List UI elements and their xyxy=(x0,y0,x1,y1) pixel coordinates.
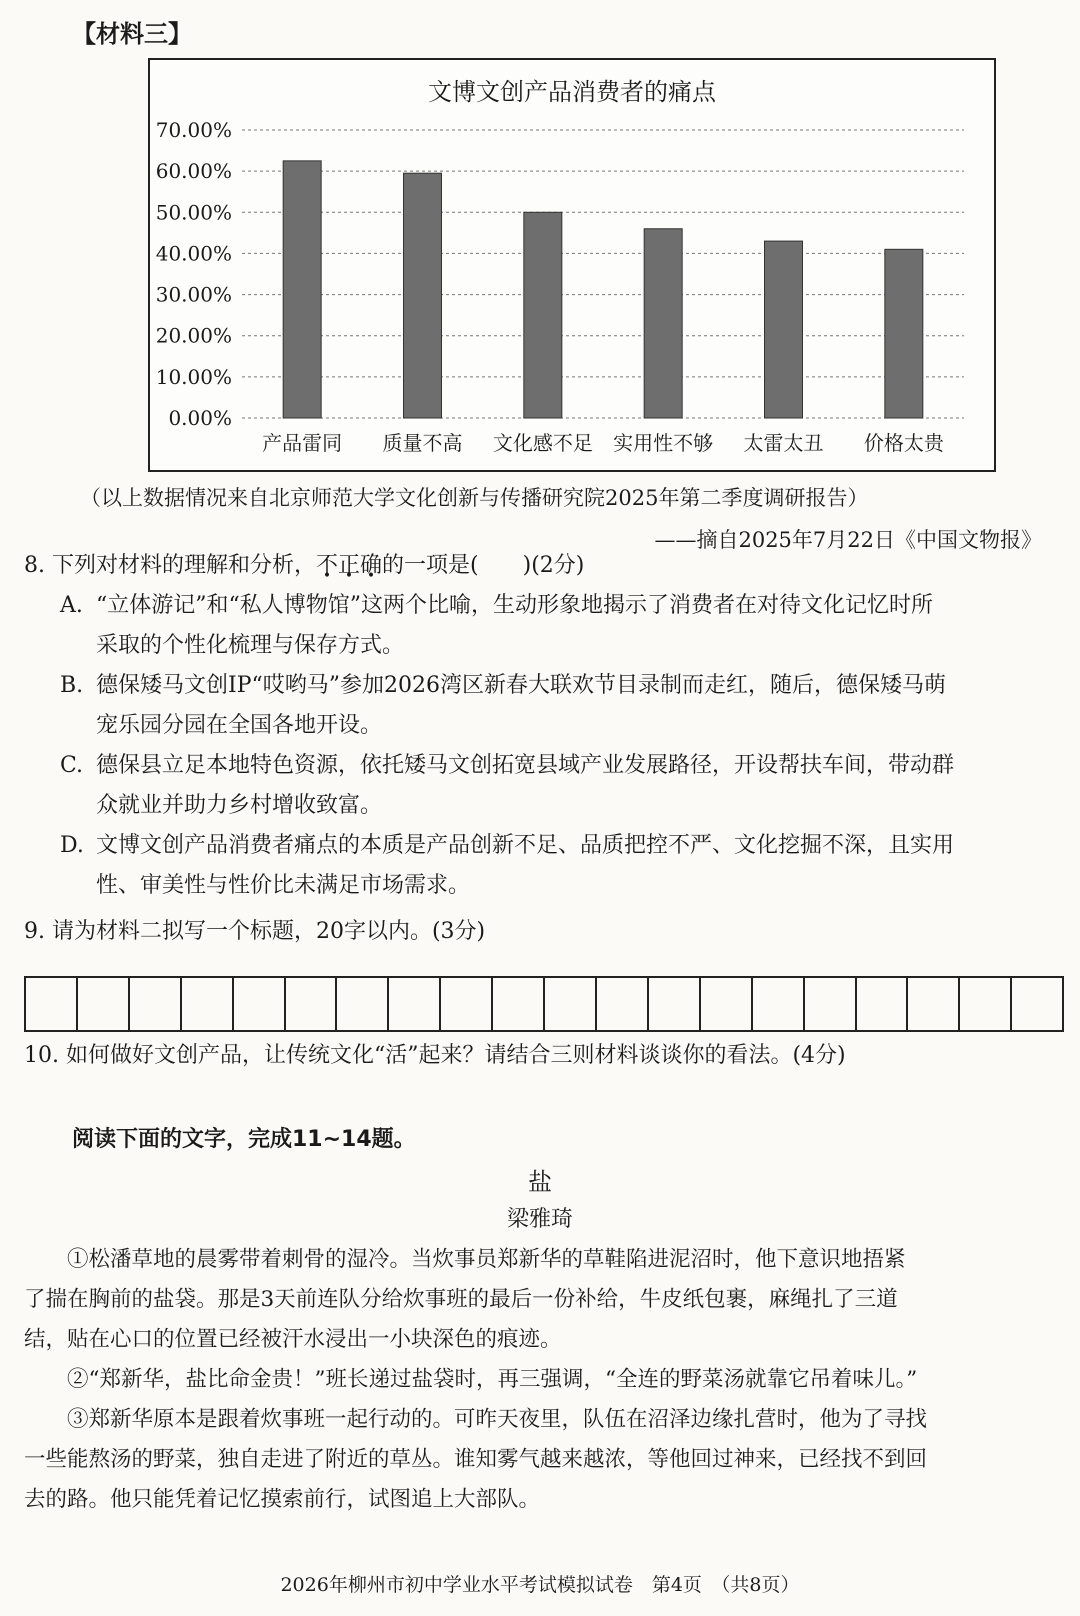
grid-cell[interactable] xyxy=(337,978,389,1030)
bar xyxy=(644,229,682,418)
option-letter: D. xyxy=(60,833,84,858)
p3-line2: 一些能熬汤的野菜，独自走进了附近的草丛。谁知雾气越来越浓，等他回过神来，已经找不到回 xyxy=(24,1447,928,1472)
option-text: 德保县立足本地特色资源，依托矮马文创拓宽县域产业发展路径，开设帮扶车间，带动群 xyxy=(96,753,955,778)
question-8 xyxy=(24,550,1064,582)
x-tick-label: 文化感不足 xyxy=(492,431,593,455)
p3-line1: ③郑新华原本是跟着炊事班一起行动的。可昨天夜里，队伍在沼泽边缘扎营时，他为了寻找 xyxy=(67,1407,928,1432)
grid-cell[interactable] xyxy=(493,978,545,1030)
y-tick-label: 40.00% xyxy=(155,241,232,266)
grid-cell[interactable] xyxy=(441,978,493,1030)
bar xyxy=(765,241,803,418)
q8-option-b xyxy=(60,666,1060,746)
option-text: 德保矮马文创IP“哎哟马”参加2026湾区新春大联欢节目录制而走红，随后，德保矮马萌 xyxy=(96,673,946,698)
option-text: 文博文创产品消费者痛点的本质是产品创新不足、品质把控不严、文化挖掘不深，且实用 xyxy=(96,833,955,858)
q8-option-a xyxy=(60,586,1060,666)
grid-cell[interactable] xyxy=(1012,978,1062,1030)
x-tick-label: 实用性不够 xyxy=(613,431,714,455)
option-text-cont: 众就业并助力乡村增收致富。 xyxy=(96,793,383,818)
grid-cell[interactable] xyxy=(389,978,441,1030)
option-text: “立体游记”和“私人博物馆”这两个比喻，生动形象地揭示了消费者在对待文化记忆时所 xyxy=(96,593,933,618)
q8-option-d xyxy=(60,826,1060,906)
y-tick-label: 50.00% xyxy=(155,200,232,225)
grid-cell[interactable] xyxy=(234,978,286,1030)
p1-line3: 结，贴在心口的位置已经被汗水浸出一小块深色的痕迹。 xyxy=(24,1327,562,1352)
y-tick-label: 10.00% xyxy=(155,364,232,389)
option-text-cont: 性、审美性与性价比未满足市场需求。 xyxy=(96,873,471,898)
grid-cell[interactable] xyxy=(26,978,78,1030)
x-tick-label: 太雷太丑 xyxy=(743,431,824,455)
y-tick-label: 0.00% xyxy=(168,406,232,430)
q8-suffix: 的一项是( )(2分) xyxy=(382,553,585,578)
y-tick-label: 60.00% xyxy=(155,159,232,184)
story-body xyxy=(24,1240,1064,1520)
p2: ②“郑新华，盐比命金贵！”班长递过盐袋时，再三强调，“全连的野菜汤就靠它吊着味儿。” xyxy=(67,1367,918,1392)
grid-cell[interactable] xyxy=(753,978,805,1030)
option-letter: A. xyxy=(60,593,83,618)
q8-option-c xyxy=(60,746,1060,826)
q8-emph-3: 确 xyxy=(360,553,383,578)
grid-cell[interactable] xyxy=(130,978,182,1030)
story-author: 梁雅琦 xyxy=(506,1207,573,1232)
grid-cell[interactable] xyxy=(701,978,753,1030)
chart-svg xyxy=(150,60,994,470)
question-10: 10. 如何做好文创产品，让传统文化“活”起来？请结合三则材料谈谈你的看法。(4分) xyxy=(24,1043,846,1068)
option-text-cont: 采取的个性化梳理与保存方式。 xyxy=(96,633,405,658)
bar xyxy=(404,173,442,418)
answer-grid[interactable] xyxy=(24,976,1064,1032)
x-tick-label: 价格太贵 xyxy=(863,431,944,455)
section-tag: 【材料三】 xyxy=(72,20,192,48)
grid-cell[interactable] xyxy=(182,978,234,1030)
grid-cell[interactable] xyxy=(78,978,130,1030)
option-text-cont: 宠乐园分园在全国各地开设。 xyxy=(96,713,383,738)
bar xyxy=(524,212,562,418)
y-tick-label: 70.00% xyxy=(155,118,232,142)
y-tick-label: 30.00% xyxy=(155,282,232,307)
q8-emph-1: 不 xyxy=(315,553,338,578)
grid-cell[interactable] xyxy=(597,978,649,1030)
bar-chart xyxy=(148,58,996,472)
grid-cell[interactable] xyxy=(908,978,960,1030)
y-tick-label: 20.00% xyxy=(155,323,232,348)
grid-cell[interactable] xyxy=(805,978,857,1030)
p3-line3: 去的路。他只能凭着记忆摸索前行，试图追上大部队。 xyxy=(24,1487,541,1512)
story-title: 盐 xyxy=(528,1168,552,1196)
p1-line1: ①松潘草地的晨雾带着刺骨的湿冷。当炊事员郑新华的草鞋陷进泥沼时，他下意识地捂紧 xyxy=(67,1247,906,1272)
citation: ——摘自2025年7月22日《中国文物报》 xyxy=(654,528,1042,552)
option-letter: B. xyxy=(60,673,84,698)
question-9: 9. 请为材料二拟写一个标题，20字以内。(3分) xyxy=(24,919,486,944)
bar xyxy=(283,161,321,418)
grid-cell[interactable] xyxy=(286,978,338,1030)
grid-cell[interactable] xyxy=(960,978,1012,1030)
p1-line2: 了揣在胸前的盐袋。那是3天前连队分给炊事班的最后一份补给，牛皮纸包裹，麻绳扎了三道 xyxy=(24,1287,898,1312)
x-tick-label: 质量不高 xyxy=(382,431,463,455)
reading-instruction: 阅读下面的文字，完成11~14题。 xyxy=(72,1127,416,1152)
grid-cell[interactable] xyxy=(545,978,597,1030)
bar xyxy=(885,249,923,418)
grid-cell[interactable] xyxy=(649,978,701,1030)
chart-title: 文博文创产品消费者的痛点 xyxy=(428,78,716,106)
grid-cell[interactable] xyxy=(857,978,909,1030)
page-footer: 2026年柳州市初中学业水平考试模拟试卷 第4页 （共8页） xyxy=(280,1574,800,1596)
source-note: （以上数据情况来自北京师范大学文化创新与传播研究院2025年第二季度调研报告） xyxy=(80,486,869,510)
x-tick-label: 产品雷同 xyxy=(262,431,343,455)
q8-prefix: 8. 下列对材料的理解和分析， xyxy=(24,553,316,578)
q8-emph-2: 正 xyxy=(338,553,361,578)
option-letter: C. xyxy=(60,753,84,778)
